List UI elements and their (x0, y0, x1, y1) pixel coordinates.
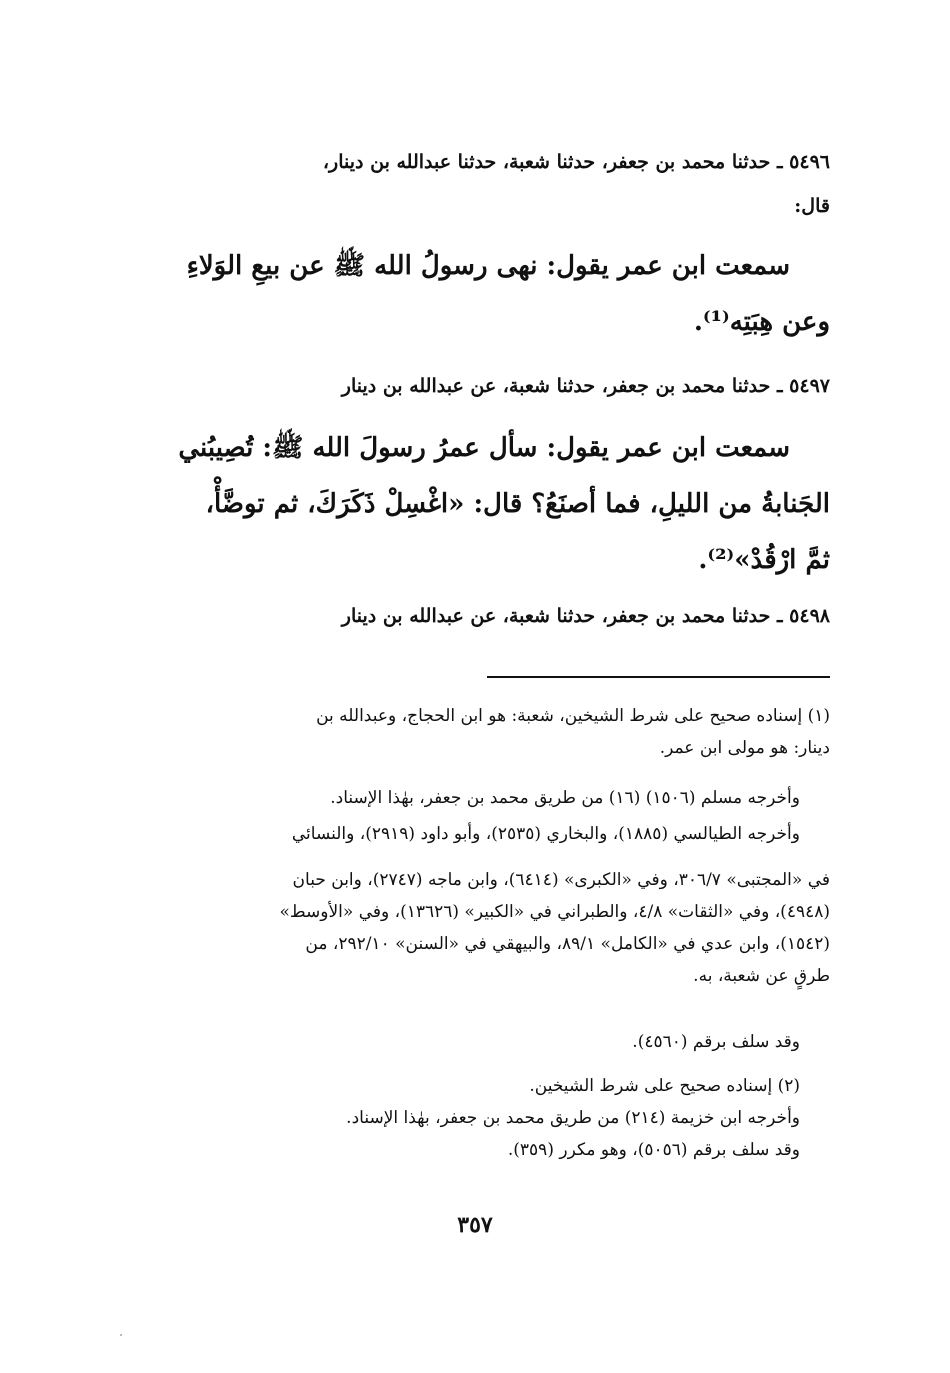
footnote-1-line8: طرقٍ عن شعبة، به. (693, 966, 830, 986)
footnote-2 (150, 1070, 800, 1166)
hadith-5498-heading-line: ٥٤٩٨ ـ حدثنا محمد بن جعفر، حدثنا شعبة، عن عبدالله بن دينار (341, 605, 830, 627)
footnote-1-takhrij (140, 818, 800, 850)
footnote-1-line1: (١) إسناده صحيح على شرط الشيخين، شعبة: هو ابن الحجاج، وعبدالله بن (316, 706, 830, 726)
footnote-1-cross-ref (150, 1026, 800, 1058)
hadith-5496-heading (140, 140, 830, 228)
hadith-5498-heading (140, 594, 830, 638)
hadith-5496-text (140, 238, 790, 294)
footnote-1-line3: وأخرجه مسلم (١٥٠٦) (١٦) من طريق محمد بن جعفر، بهٰذا الإسناد. (330, 788, 800, 808)
footnote-1-line4: وأخرجه الطيالسي (١٨٨٥)، والبخاري (٢٥٣٥)، وأبو داود (٢٩١٩)، والنسائي (291, 824, 800, 844)
hadith-5496-text-cont (140, 294, 830, 350)
hadith-5497-text-line1: سمعت ابن عمر يقول: سأل عمرُ رسولَ الله ﷺ: تُصِيبُني (178, 433, 790, 463)
hadith-5497-text-line3: ثمَّ ارْقُدْ»⁽²⁾. (698, 545, 830, 575)
page-number: ٣٥٧ (457, 1212, 493, 1238)
hadith-5496-heading-line2: قال: (794, 195, 830, 217)
footnote-1-line9: وقد سلف برقم (٤٥٦٠). (632, 1032, 800, 1052)
footnote-1-line6: (٤٩٤٨)، وفي «الثقات» ٤/٨، والطبراني في «الكبير» (١٣٦٢٦)، وفي «الأوسط» (279, 902, 830, 922)
footnote-1-takhrij-cont (140, 864, 830, 992)
footnote-1 (140, 700, 830, 764)
footnote-2-line2: وأخرجه ابن خزيمة (٢١٤) من طريق محمد بن جعفر، بهٰذا الإسناد. (346, 1108, 800, 1128)
footnote-2-line1: (٢) إسناده صحيح على شرط الشيخين. (529, 1076, 800, 1096)
footnote-separator (487, 676, 830, 678)
hadith-5497-heading (140, 364, 830, 408)
hadith-5497-text-cont (140, 476, 830, 588)
hadith-5497-text (140, 420, 790, 476)
scan-speck (120, 1334, 122, 1336)
footnote-2-line3: وقد سلف برقم (٥٠٥٦)، وهو مكرر (٣٥٩). (507, 1140, 800, 1160)
hadith-5497-text-line2: الجَنابةُ من الليلِ، فما أصنَعُ؟ قال: «اغْسِلْ ذَكَرَكَ، ثم توضَّأْ، (205, 489, 830, 519)
hadith-5497-heading-line: ٥٤٩٧ ـ حدثنا محمد بن جعفر، حدثنا شعبة، عن عبدالله بن دينار (341, 375, 830, 397)
hadith-5496-text-line1: سمعت ابن عمر يقول: نهى رسولُ الله ﷺ عن بيعِ الوَلاءِ (186, 251, 790, 281)
footnote-1-line7: (١٥٤٢)، وابن عدي في «الكامل» ٨٩/١، والبيهقي في «السنن» ٢٩٢/١٠، من (305, 934, 830, 954)
footnote-1-sources (150, 782, 800, 814)
hadith-5496-text-line2: وعن هِبَتِه⁽¹⁾. (693, 307, 830, 337)
footnote-1-line5: في «المجتبى» ٣٠٦/٧، وفي «الكبرى» (٦٤١٤)، وابن ماجه (٢٧٤٧)، وابن حبان (292, 870, 830, 890)
hadith-5496-heading-line1: ٥٤٩٦ ـ حدثنا محمد بن جعفر، حدثنا شعبة، حدثنا عبدالله بن دينار، (322, 151, 830, 173)
footnote-1-line2: دينار: هو مولى ابن عمر. (659, 738, 830, 758)
